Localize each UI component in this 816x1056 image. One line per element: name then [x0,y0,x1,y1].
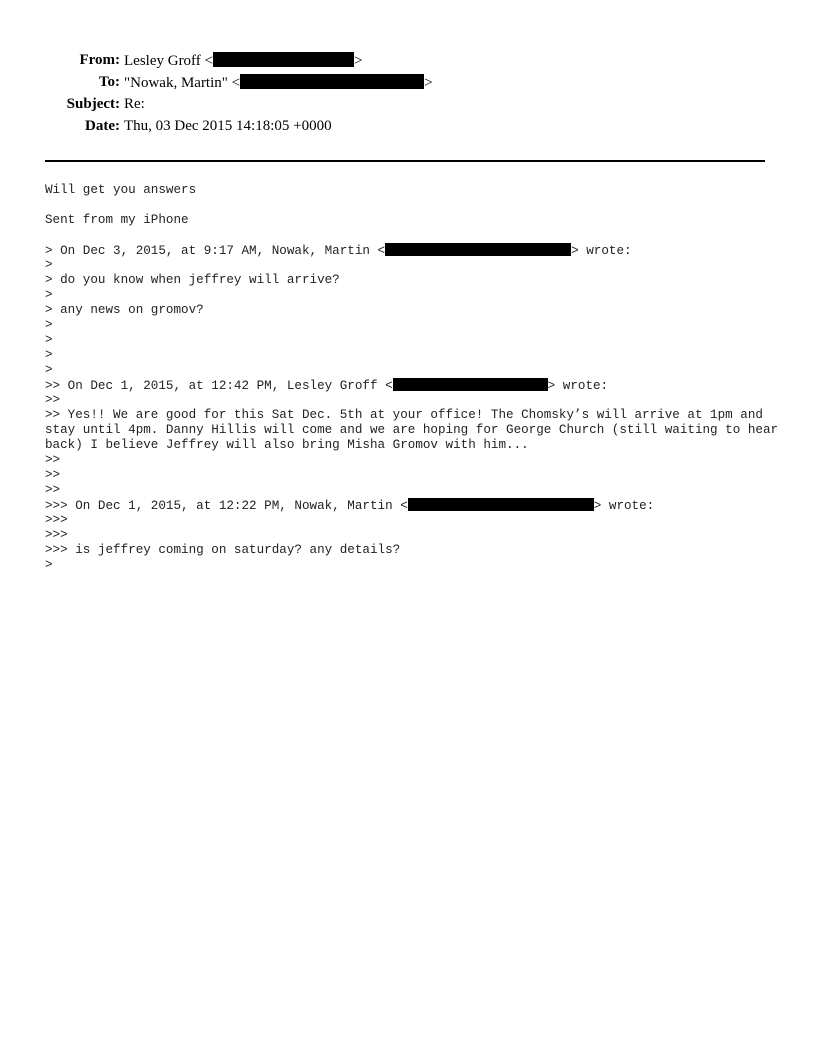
subject-value: Re: [124,96,145,112]
blank-line [45,198,780,213]
signature-line: Sent from my iPhone [45,213,189,227]
quote-line: > any news on gromov? [45,303,204,317]
quote-header-2-text: >> On Dec 1, 2015, at 12:42 PM, Lesley Groff < [45,379,393,393]
from-row [0,52,816,74]
to-close: > [424,75,433,91]
quote-line: > [45,333,53,347]
body-line: Will get you answers [45,183,197,197]
quote-line: > [45,258,53,272]
quote-paragraph: >> Yes!! We are good for this Sat Dec. 5th at your office! The Chomsky’s will arrive at 1pm and stay until 4pm. Danny Hillis will come and we are hoping for George Church (still waiting to hear back) I believe Jeffrey will also bring Misha Gromov with him... [45,408,779,452]
quote-header-1-text: > On Dec 3, 2015, at 9:17 AM, Nowak, Martin < [45,244,386,258]
blank-line [45,228,780,243]
quote-line: > [45,363,53,377]
from-name: Lesley Groff < [124,53,213,69]
quote-header-2-suffix: > wrote: [547,379,609,393]
subject-row [0,96,816,118]
to-value [124,74,433,92]
from-close: > [354,53,363,69]
quote-line: >> [45,453,61,467]
quote-line: >>> [45,528,68,542]
quote-line: > [45,318,53,332]
quote-line: > [45,558,53,572]
header-divider [45,160,765,162]
from-label: From: [79,52,120,68]
quote-line: >> [45,468,61,482]
quote-line: >>> is jeffrey coming on saturday? any details? [45,543,401,557]
quote-header-1 [45,243,780,258]
subject-label: Subject: [66,96,120,112]
quote-header-1-suffix: > wrote: [571,244,632,258]
quote-header-3-suffix: > wrote: [593,499,655,513]
email-header [0,52,816,140]
quote-line: > do you know when jeffrey will arrive? [45,273,340,287]
redacted-email [393,378,548,391]
quote-line: >>> [45,513,68,527]
redacted-email [385,243,571,256]
redacted-email [213,52,354,67]
quote-line: >> [45,483,61,497]
date-label: Date: [85,118,120,134]
quote-line: > [45,288,53,302]
quote-line: >> [45,393,61,407]
quote-header-3-text: >>> On Dec 1, 2015, at 12:22 PM, Nowak, Martin < [45,499,408,513]
date-value: Thu, 03 Dec 2015 14:18:05 +0000 [124,118,332,134]
quote-line: > [45,348,53,362]
to-label: To: [98,74,120,90]
quote-header-3 [45,498,780,513]
from-value [124,52,362,70]
to-name: "Nowak, Martin" < [124,75,241,91]
redacted-email [408,498,594,511]
redacted-email [240,74,424,89]
to-row [0,74,816,96]
email-body [45,183,780,573]
quote-header-2 [45,378,780,393]
date-row [0,118,816,140]
